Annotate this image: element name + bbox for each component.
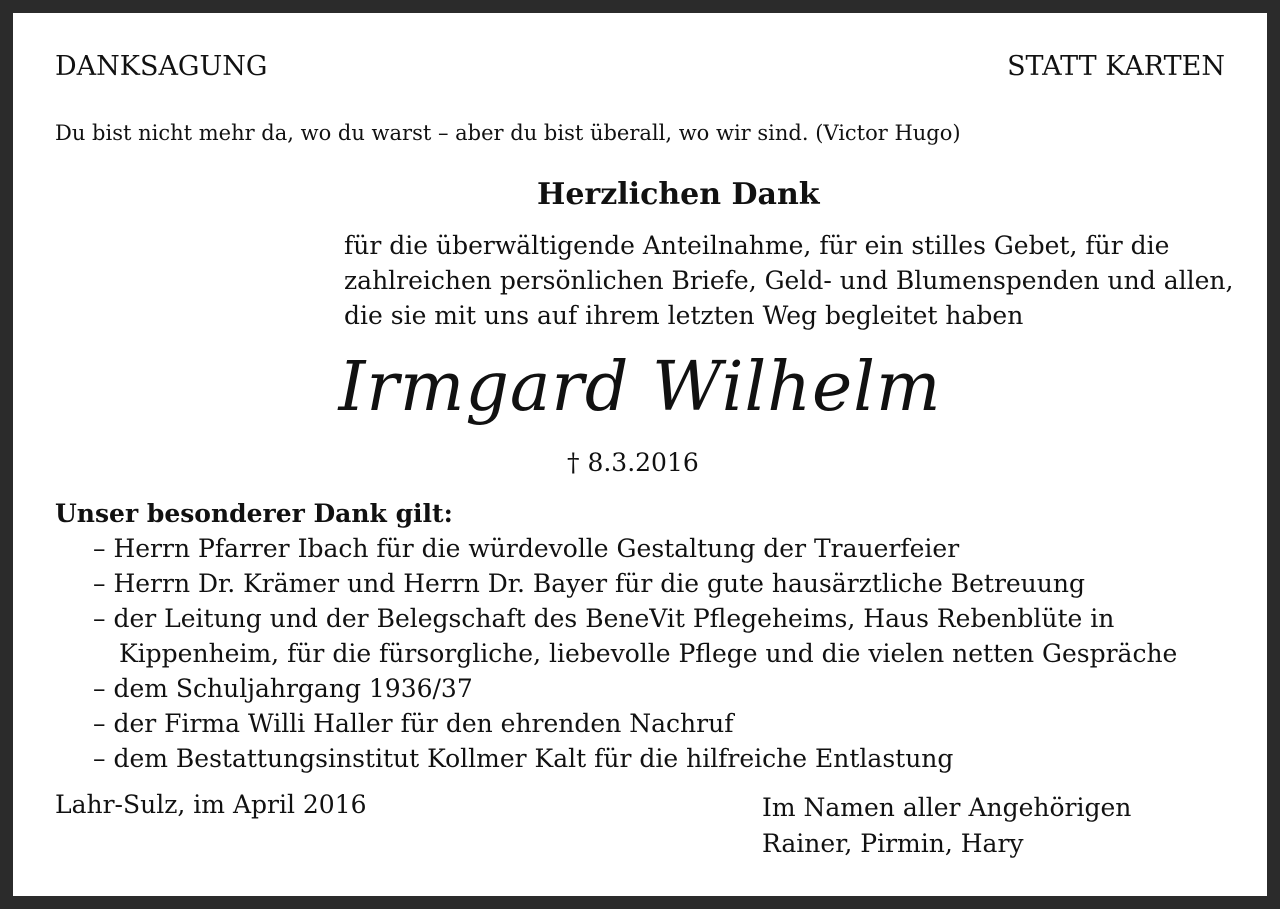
- special-thanks-title: Unser besonderer Dank gilt:: [55, 499, 453, 528]
- header-statt-karten: STATT KARTEN: [1007, 51, 1225, 82]
- list-item-continuation: Kippenheim, für die fürsorgliche, liebevolle Pflege und die vielen netten Gespräche: [119, 639, 1178, 668]
- special-thanks-list: [93, 531, 1177, 776]
- thanks-line: die sie mit uns auf ihrem letzten Weg begleitet haben: [344, 301, 1024, 330]
- list-item: – Herrn Pfarrer Ibach für die würdevolle Gestaltung der Trauerfeier: [93, 534, 960, 563]
- header-danksagung: DANKSAGUNG: [55, 51, 268, 82]
- deceased-name: Irmgard Wilhelm: [338, 348, 942, 427]
- list-item: – der Leitung und der Belegschaft des BeneVit Pflegeheims, Haus Rebenblüte in: [93, 604, 1115, 633]
- obituary-card: [13, 13, 1267, 896]
- quote: Du bist nicht mehr da, wo du warst – aber du bist überall, wo wir sind. (Victor Hugo): [55, 121, 961, 145]
- thanks-text: [344, 228, 1233, 333]
- place-date: Lahr-Sulz, im April 2016: [55, 790, 367, 819]
- signature: [762, 790, 1131, 862]
- thanks-title: Herzlichen Dank: [537, 177, 820, 212]
- signature-line: Im Namen aller Angehörigen: [762, 793, 1132, 822]
- thanks-line: zahlreichen persönlichen Briefe, Geld- und Blumenspenden und allen,: [344, 266, 1234, 295]
- list-item: – dem Bestattungsinstitut Kollmer Kalt für die hilfreiche Entlastung: [93, 744, 954, 773]
- thanks-line: für die überwältigende Anteilnahme, für ein stilles Gebet, für die: [344, 231, 1170, 260]
- death-date: † 8.3.2016: [567, 448, 699, 477]
- signature-names: Rainer, Pirmin, Hary: [762, 829, 1024, 858]
- list-item: – dem Schuljahrgang 1936/37: [93, 674, 473, 703]
- list-item: – Herrn Dr. Krämer und Herrn Dr. Bayer für die gute hausärztliche Betreuung: [93, 569, 1085, 598]
- list-item: – der Firma Willi Haller für den ehrenden Nachruf: [93, 709, 734, 738]
